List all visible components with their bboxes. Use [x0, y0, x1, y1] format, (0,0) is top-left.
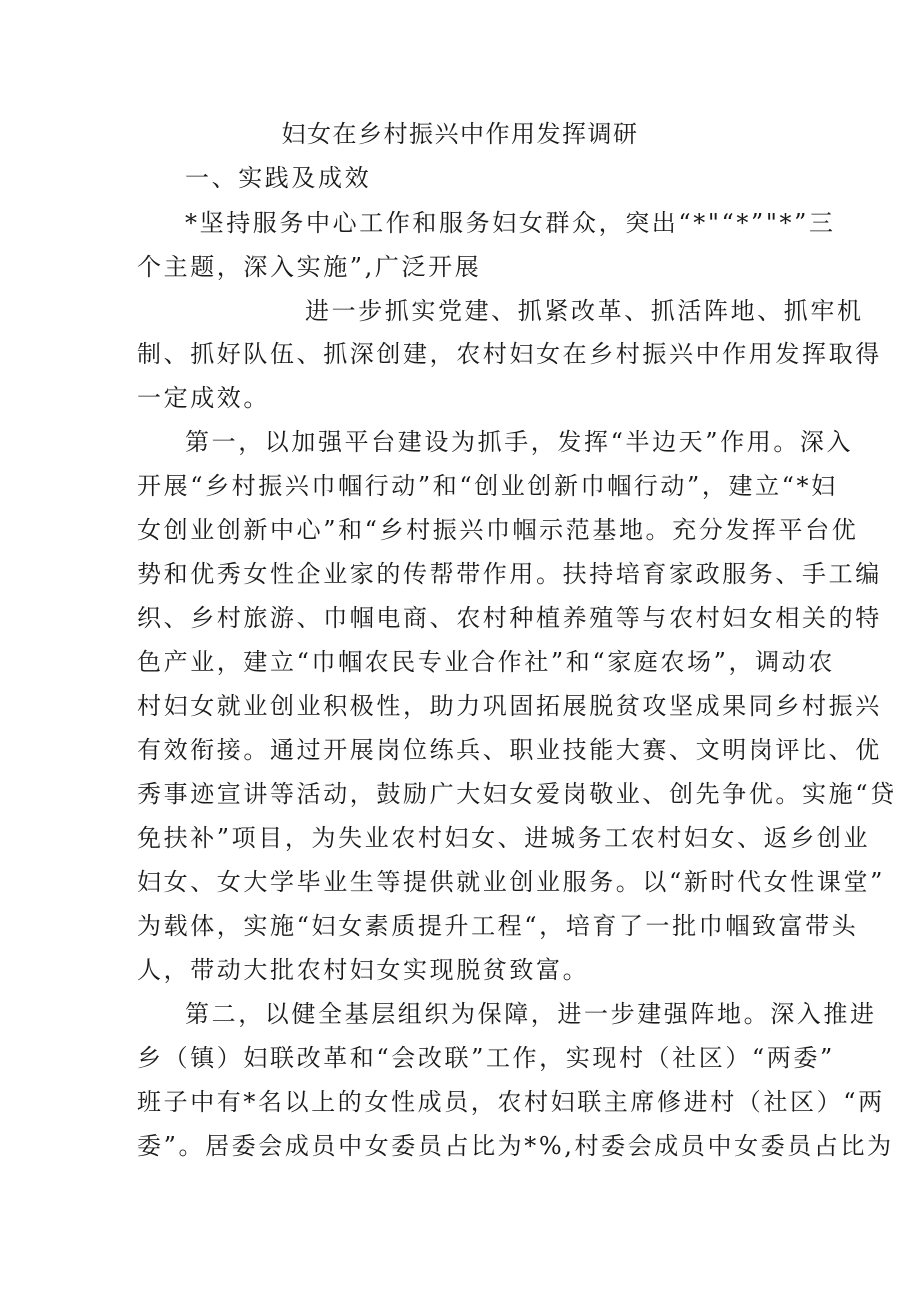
document-title: 妇女在乡村振兴中作用发挥调研: [281, 120, 639, 148]
section-heading: 一、实践及成效: [185, 164, 372, 192]
paragraph-line: 妇女、女大学毕业生等提供就业创业服务。以“新时代女性课堂”: [137, 868, 885, 896]
paragraph-line: 开展“乡村振兴巾帼行动”和“创业创新巾帼行动”，建立“*妇: [137, 472, 838, 500]
intro-line: 个主题，深入实施”,广泛开展: [137, 253, 482, 281]
paragraph-line: 有效衔接。通过开展岗位练兵、职业技能大赛、文明岗评比、优: [137, 736, 882, 764]
paragraph-line: 村妇女就业创业积极性，助力巩固拓展脱贫攻坚成果同乡村振兴: [137, 692, 882, 720]
paragraph-line: 乡（镇）妇联改革和“会改联”工作，实现村（社区）“两委”: [137, 1044, 835, 1072]
paragraph-line: 势和优秀女性企业家的传帮带作用。扶持培育家政服务、手工编: [137, 560, 882, 588]
paragraph-line: 班子中有*名以上的女性成员，农村妇联主席修进村（社区）“两: [137, 1088, 885, 1116]
paragraph-line: 委”。居委会成员中女委员占比为*%,村委会成员中女委员占比为: [137, 1132, 894, 1160]
paragraph-line: 人，带动大批农村妇女实现脱贫致富。: [137, 956, 590, 984]
paragraph-line: 秀事迹宣讲等活动，鼓励广大妇女爱岗敬业、创先争优。实施“贷: [137, 780, 897, 808]
paragraph-line: 女创业创新中心”和“乡村振兴巾帼示范基地。充分发挥平台优: [137, 516, 859, 544]
intro-line: 一定成效。: [137, 384, 270, 412]
intro-line: *坚持服务中心工作和服务妇女群众，突出“*"“*”"*”三: [185, 209, 836, 237]
intro-line: 制、抓好队伍、抓深创建，农村妇女在乡村振兴中作用发挥取得: [137, 340, 882, 368]
paragraph-line: 为载体，实施“妇女素质提升工程“，培育了一批巾帼致富带头: [137, 912, 859, 940]
intro-line: 进一步抓实党建、抓紧改革、抓活阵地、抓牢机: [305, 297, 864, 325]
paragraph-line: 色产业，建立“巾帼农民专业合作社”和“家庭农场”，调动农: [137, 648, 835, 676]
paragraph-line: 第二，以健全基层组织为保障，进一步建强阵地。深入推进: [185, 1000, 877, 1028]
paragraph-line: 第一，以加强平台建设为抓手，发挥“半边天”作用。深入: [185, 428, 854, 456]
paragraph-line: 织、乡村旅游、巾帼电商、农村种植养殖等与农村妇女相关的特: [137, 604, 882, 632]
paragraph-line: 免扶补”项目，为失业农村妇女、进城务工农村妇女、返乡创业: [137, 824, 871, 852]
